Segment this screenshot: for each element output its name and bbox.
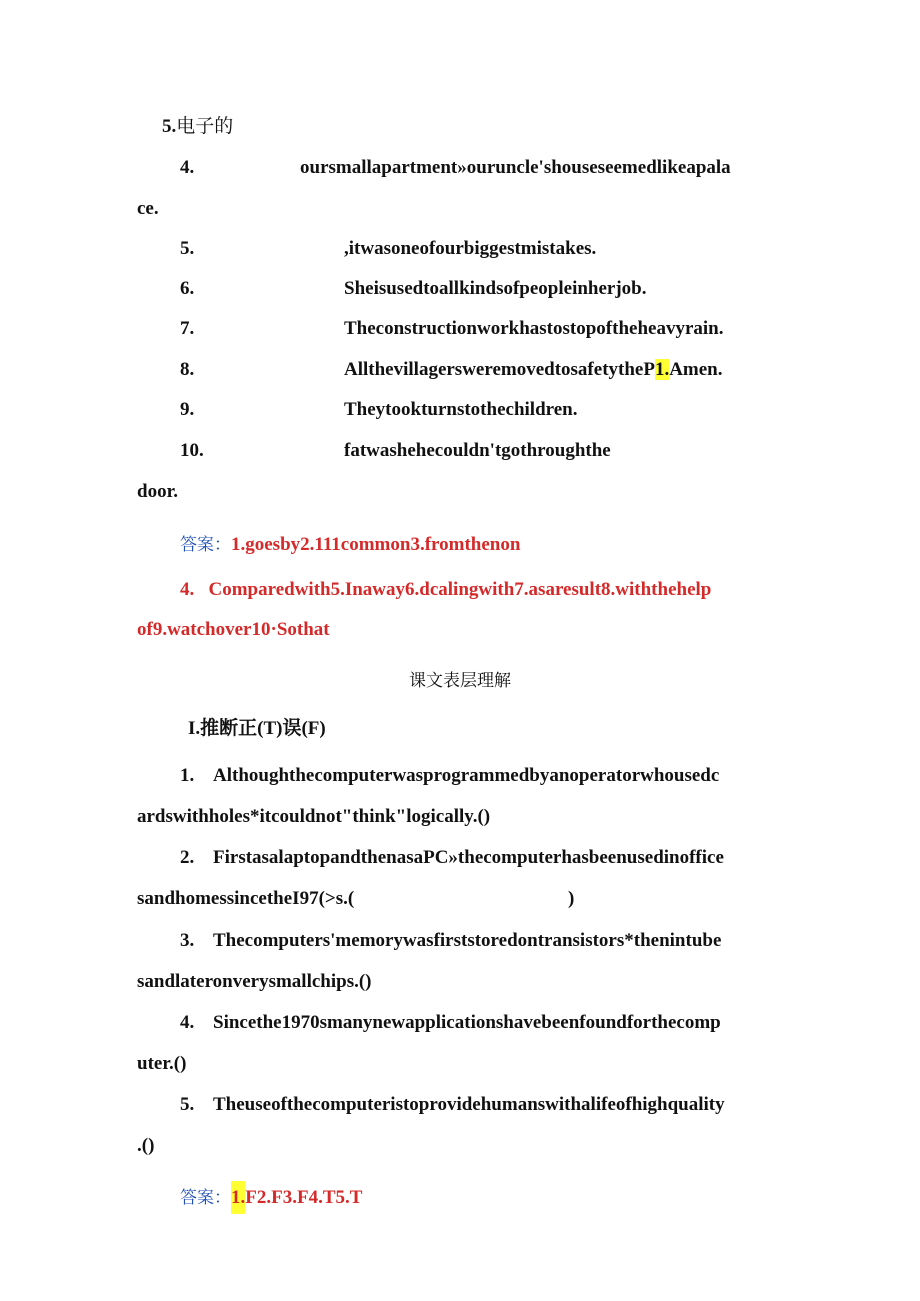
sentence-num: 7. <box>180 318 195 339</box>
answer-text: 1.goesby2.111common3.fromthenon <box>231 534 521 555</box>
sentence-text: fatwashehecouldn'tgothroughthe <box>344 440 611 461</box>
sentence-text: Theytookturnstothechildren. <box>344 399 578 420</box>
tf-bracket-close: ) <box>568 888 575 909</box>
answer-text: of9.watchover10·Sothat <box>137 619 330 640</box>
tf-text-cont: .() <box>137 1135 155 1156</box>
tf-num: 3. <box>180 930 195 951</box>
vocab-heading-num: 5. <box>162 116 177 137</box>
tf-text-cont: sandlateronverysmallchips.() <box>137 971 372 992</box>
tf-text-cont: ardswithholes*itcouldnot"think"logically.() <box>137 806 491 827</box>
sentence-num: 4. <box>180 157 195 178</box>
answer-line <box>180 1186 362 1210</box>
sentence-num: 8. <box>180 359 195 380</box>
answer-line <box>180 533 520 557</box>
sentence-text-cont: ce. <box>137 198 159 219</box>
section-title: 课文表层理解 <box>409 671 511 691</box>
sentence-text-cont: door. <box>137 481 179 502</box>
sentence-text-part: AllthevillagersweremovedtosafetytheP <box>344 359 655 380</box>
tf-text: Althoughthecomputerwasprogrammedbyanoperatorwhousedc <box>213 765 720 786</box>
answer-text: F2.F3.F4.T5.T <box>245 1187 363 1208</box>
tf-num: 1. <box>180 765 195 786</box>
sentence-item <box>180 156 194 180</box>
tf-num: 5. <box>180 1094 195 1115</box>
sentence-text: oursmallapartment»ouruncle'shouseseemedlikeapala <box>300 157 731 178</box>
sentence-text: Theconstructionworkhastostopoftheheavyrain. <box>344 318 724 339</box>
tf-num: 2. <box>180 847 195 868</box>
highlight-mark: 1. <box>231 1181 245 1214</box>
highlight-mark: 1. <box>654 359 670 380</box>
tf-text: Sincethe1970smanynewapplicationshavebeenfoundforthecomp <box>213 1012 721 1033</box>
sentence-num: 10. <box>180 440 204 461</box>
subsection-title: I.推断正(T)误(F) <box>188 718 326 739</box>
sentence-text: ,itwasoneofourbiggestmistakes. <box>344 238 597 259</box>
vocab-heading <box>162 114 233 139</box>
vocab-heading-text: 电子的 <box>176 115 234 137</box>
tf-text-cont: sandhomessincetheI97(>s.( <box>137 888 355 909</box>
answer-label: 答案： <box>180 1188 231 1208</box>
sentence-num: 6. <box>180 278 195 299</box>
tf-text-cont: uter.() <box>137 1053 187 1074</box>
tf-text: Theuseofthecomputeristoprovidehumanswithalifeofhighquality <box>213 1094 725 1115</box>
answer-label: 答案： <box>180 535 231 555</box>
tf-num: 4. <box>180 1012 195 1033</box>
answer-text: 4. Comparedwith5.Inaway6.dcalingwith7.asaresult8.withthehelp <box>180 579 712 600</box>
sentence-text <box>344 358 723 382</box>
sentence-text-part: Amen. <box>669 359 723 380</box>
tf-text: FirstasalaptopandthenasaPC»thecomputerhasbeenusedinoffice <box>213 847 724 868</box>
sentence-num: 9. <box>180 399 195 420</box>
sentence-text: Sheisusedtoallkindsofpeopleinherjob. <box>344 278 647 299</box>
sentence-num: 5. <box>180 238 195 259</box>
tf-text: Thecomputers'memorywasfirststoredontransistors*thenintube <box>213 930 722 951</box>
